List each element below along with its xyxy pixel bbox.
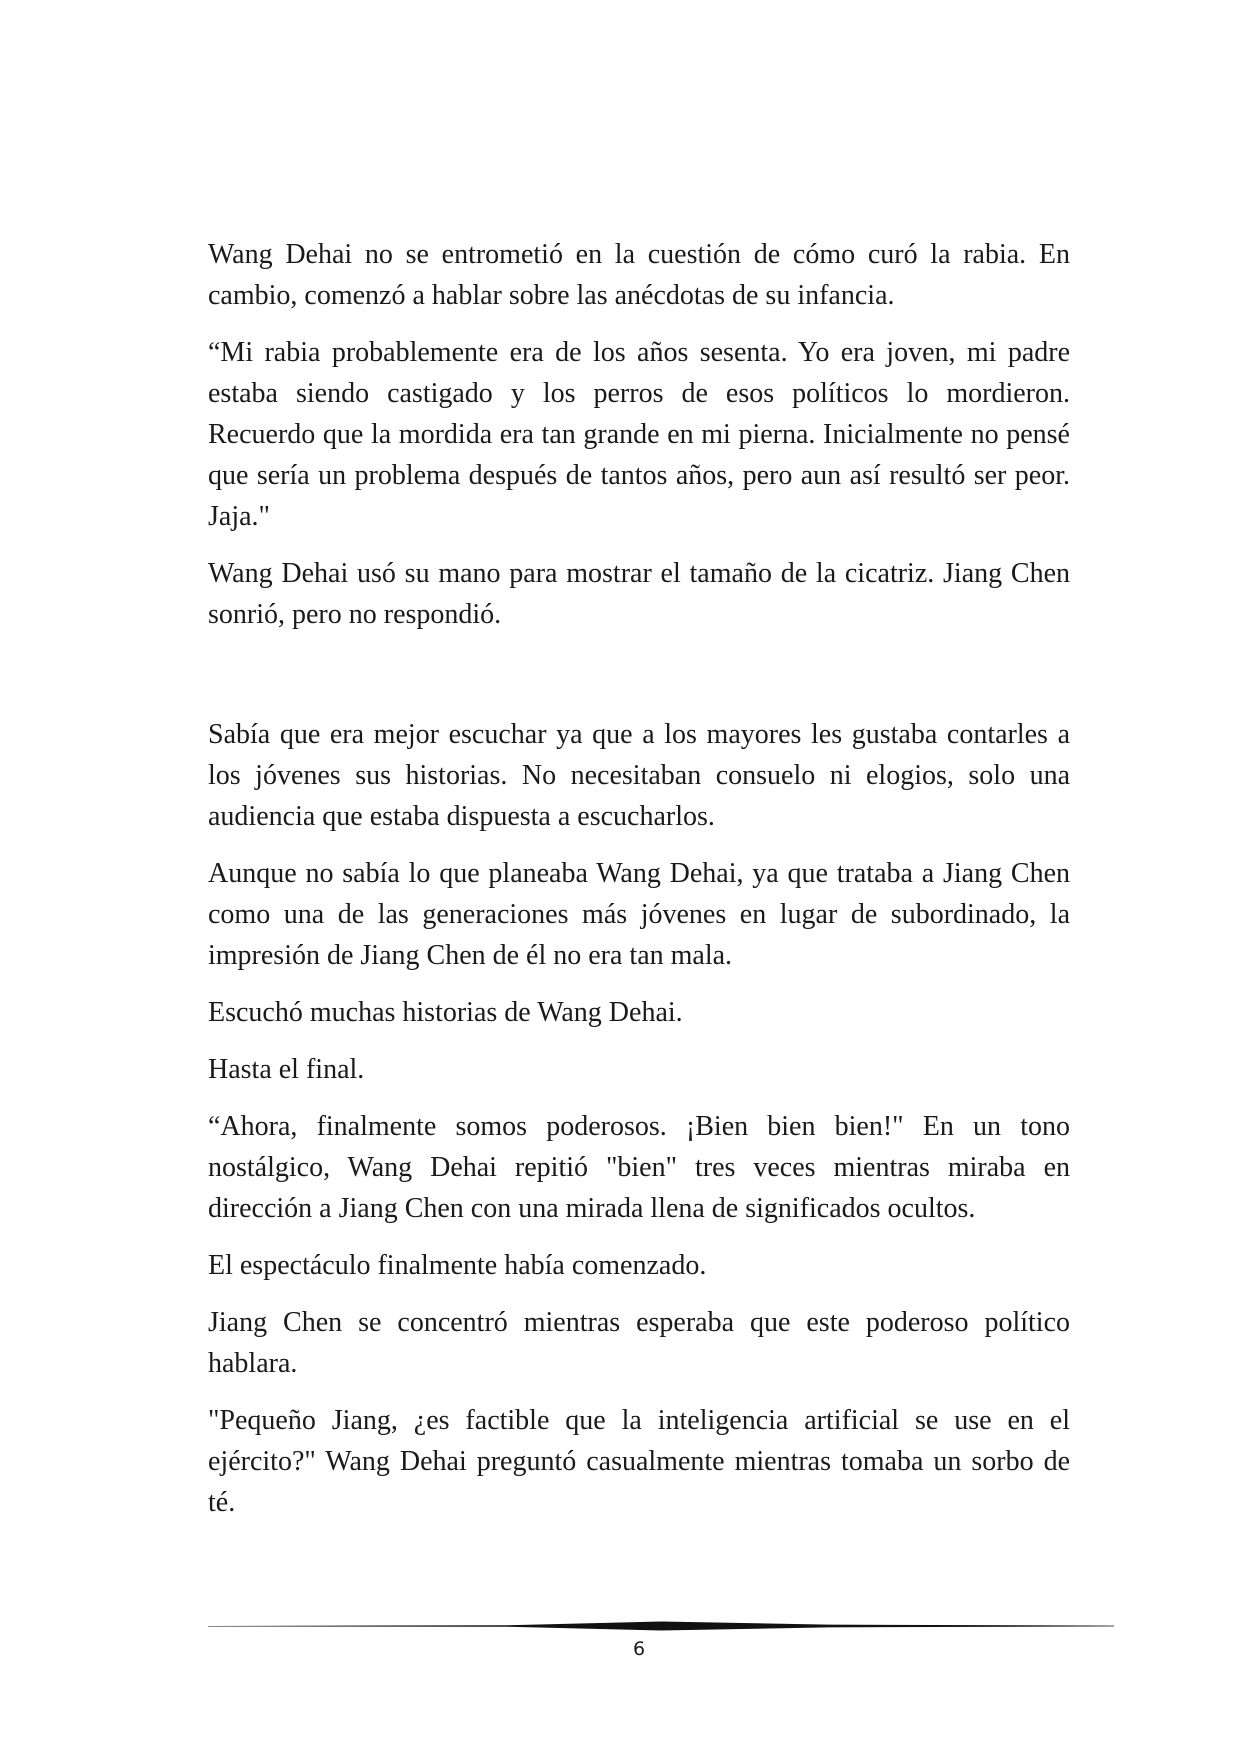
paragraph: Sabía que era mejor escuchar ya que a los mayores les gustaba contarles a los jóvenes sus historias. No necesitaban consuelo ni elogios, solo una audiencia que estaba dispuesta a escucharlos. [208,719,1070,832]
paragraph: Wang Dehai usó su mano para mostrar el tamaño de la cicatriz. Jiang Chen sonrió, pero no respondió. [208,558,1070,630]
paragraph: "Pequeño Jiang, ¿es factible que la inteligencia artificial se use en el ejército?" Wang Dehai preguntó casualmente mientras tomaba un sorbo de té. [208,1405,1070,1518]
paragraph: Jiang Chen se concentró mientras esperaba que este poderoso político hablara. [208,1307,1070,1379]
footer-divider [208,1620,1114,1632]
paragraph: Escuchó muchas historias de Wang Dehai. [208,997,683,1028]
paragraph: Wang Dehai no se entrometió en la cuestión de cómo curó la rabia. En cambio, comenzó a hablar sobre las anécdotas de su infancia. [208,239,1070,311]
paragraph: “Mi rabia probablemente era de los años sesenta. Yo era joven, mi padre estaba siendo castigado y los perros de esos políticos lo mordieron. Recuerdo que la mordida era tan grande en mi pierna. Inicialmente no pensé que sería un problema después de tantos años, pero aun así resultó ser peor. Jaja." [208,337,1070,532]
page-number: 6 [632,1638,646,1660]
paragraph: “Ahora, finalmente somos poderosos. ¡Bien bien bien!" En un tono nostálgico, Wang Dehai repitió "bien" tres veces mientras miraba en dirección a Jiang Chen con una mirada llena de significados ocultos. [208,1111,1070,1224]
paragraph: Hasta el final. [208,1054,365,1085]
text-block-bottom [208,714,1070,1539]
paragraph: Aunque no sabía lo que planeaba Wang Dehai, ya que trataba a Jiang Chen como una de las generaciones más jóvenes en lugar de subordinado, la impresión de Jiang Chen de él no era tan mala. [208,858,1070,971]
text-block-top [208,234,1070,651]
paragraph: El espectáculo finalmente había comenzado. [208,1250,707,1281]
